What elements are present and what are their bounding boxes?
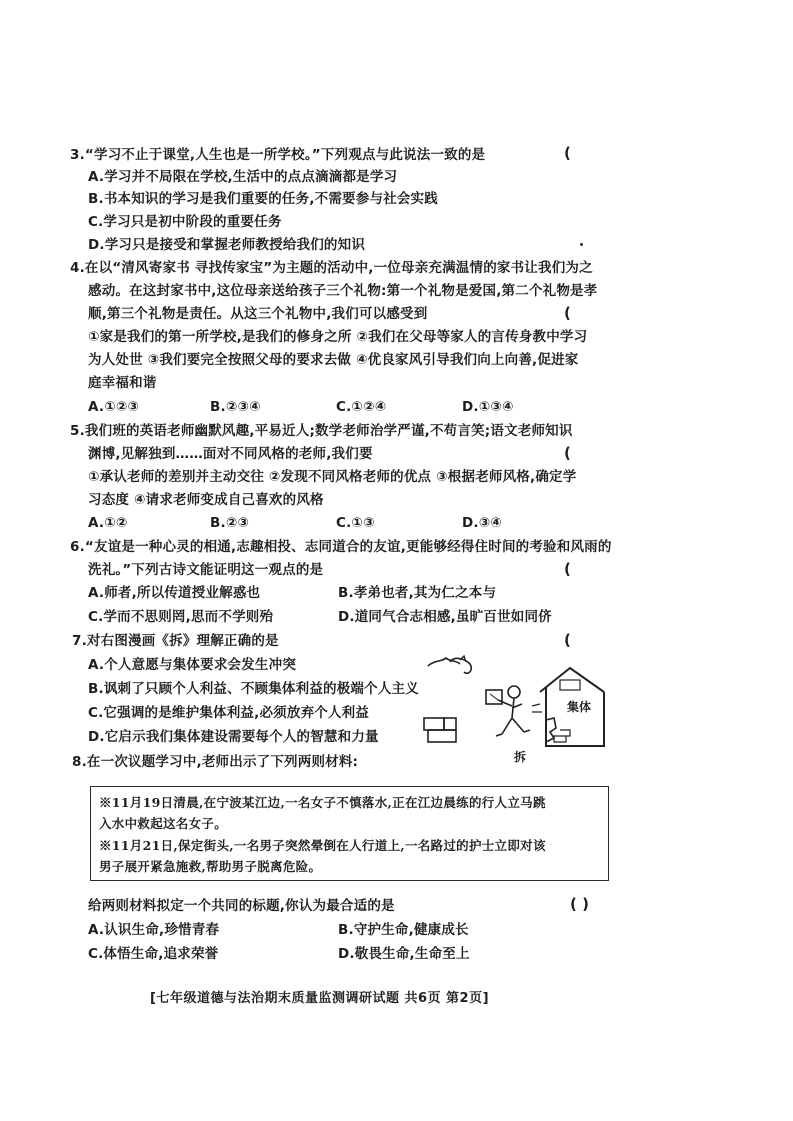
q8-answer-paren: ( ) [570,895,589,913]
q5-option-a: A.①② [88,515,128,531]
q4-stem-line3: 顺,第三个礼物是责任。从这三个礼物中,我们可以感受到 [88,306,428,322]
q6-answer-paren: ( [564,560,571,578]
q3-option-d: D.学习只是接受和掌握老师教授给我们的知识 [88,237,366,253]
q3-option-a: A.学习并不局限在学校,生活中的点点滴滴都是学习 [88,169,398,185]
q3-option-c: C.学习只是初中阶段的重要任务 [88,214,282,230]
q6-option-a: A.师者,所以传道授业解惑也 [88,585,261,601]
q3-option-b: B.书本知识的学习是我们重要的任务,不需要参与社会实践 [88,191,438,207]
q4-stem-line2: 感动。在这封家书中,这位母亲送给孩子三个礼物:第一个礼物是爱国,第二个礼物是孝 [88,283,598,299]
q5-option-c: C.①③ [336,515,375,531]
q8-option-d: D.敬畏生命,生命至上 [338,946,470,962]
q7-option-b: B.讽刺了只顾个人利益、不顾集体利益的极端个人主义 [88,681,419,697]
q7-option-d: D.它启示我们集体建设需要每个人的智慧和力量 [88,729,379,745]
q4-option-b: B.②③④ [210,399,261,415]
q4-statement-line1: ①家是我们的第一所学校,是我们的修身之所 ②我们在父母等家人的言传身教中学习 [88,329,588,345]
q4-option-a: A.①②③ [88,399,140,415]
cartoon-chai-illustration [420,648,610,768]
q4-answer-paren: ( [564,304,571,322]
q7-stem: 7.对右图漫画《拆》理解正确的是 [72,633,279,649]
q8-option-a: A.认识生命,珍惜青春 [88,922,220,938]
speck-mark [580,243,583,246]
q4-option-d: D.①③④ [462,399,514,415]
q8-option-b: B.守护生命,健康成长 [338,922,469,938]
q8-material1-line1: ※11月19日清晨,在宁波某江边,一名女子不慎落水,正在江边晨练的行人立马跳 [99,795,546,810]
q5-option-d: D.③④ [462,515,502,531]
q4-option-c: C.①②④ [336,399,387,415]
q8-stem: 8.在一次议题学习中,老师出示了下列两则材料: [72,754,359,770]
q5-answer-paren: ( [564,444,571,462]
q6-stem-line2: 洗礼。”下列古诗文能证明这一观点的是 [88,562,324,578]
q5-option-b: B.②③ [210,515,250,531]
page-footer: [七年级道德与法治期末质量监测调研试题 共6页 第2页] [150,991,490,1006]
q8-material2-line1: ※11月21日,保定街头,一名男子突然晕倒在人行道上,一名路过的护士立即对该 [99,838,546,853]
q6-option-c: C.学而不思则罔,思而不学则殆 [88,609,274,625]
q7-answer-paren: ( [564,631,571,649]
q6-option-b: B.孝弟也者,其为仁之本与 [338,585,497,601]
q5-stem-line1: 5.我们班的英语老师幽默风趣,平易近人;数学老师治学严谨,不苟言笑;语文老师知识 [70,423,573,439]
q6-option-d: D.道同气合志相感,虽旷百世如同侪 [338,609,552,625]
cartoon-caption-chai: 拆 [514,750,527,764]
q3-stem: 3.“学习不止于课堂,人生也是一所学校。”下列观点与此说法一致的是 [70,147,486,163]
q4-statement-line2: 为人处世 ③我们要完全按照父母的要求去做 ④优良家风引导我们向上向善,促进家 [88,352,579,368]
q8-option-c: C.体悟生命,追求荣誉 [88,946,219,962]
q8-material2-line2: 男子展开紧急施救,帮助男子脱离危险。 [99,859,322,874]
q6-stem-line1: 6.“友谊是一种心灵的相通,志趣相投、志同道合的友谊,更能够经得住时间的考验和风雨的 [70,539,612,555]
q8-material-box [90,786,609,881]
q8-material1-line2: 入水中救起这名女子。 [99,816,228,831]
q7-option-a: A.个人意愿与集体要求会发生冲突 [88,657,297,673]
q4-stem-line1: 4.在以“清风寄家书 寻找传家宝”为主题的活动中,一位母亲充满温情的家书让我们为之 [70,260,593,276]
q7-option-c: C.它强调的是维护集体利益,必须放弃个人利益 [88,705,370,721]
q5-stem-line2: 渊博,见解独到……面对不同风格的老师,我们要 [88,446,373,462]
q8-question: 给两则材料拟定一个共同的标题,你认为最合适的是 [88,898,395,914]
q4-statement-line3: 庭幸福和谐 [88,375,157,391]
q5-statement-line2: 习态度 ④请求老师变成自己喜欢的风格 [88,492,324,508]
q3-answer-paren: ( [564,144,571,162]
cartoon-label-jiti: 集体 [567,700,592,714]
q5-statement-line1: ①承认老师的差别并主动交往 ②发现不同风格老师的优点 ③根据老师风格,确定学 [88,469,577,485]
